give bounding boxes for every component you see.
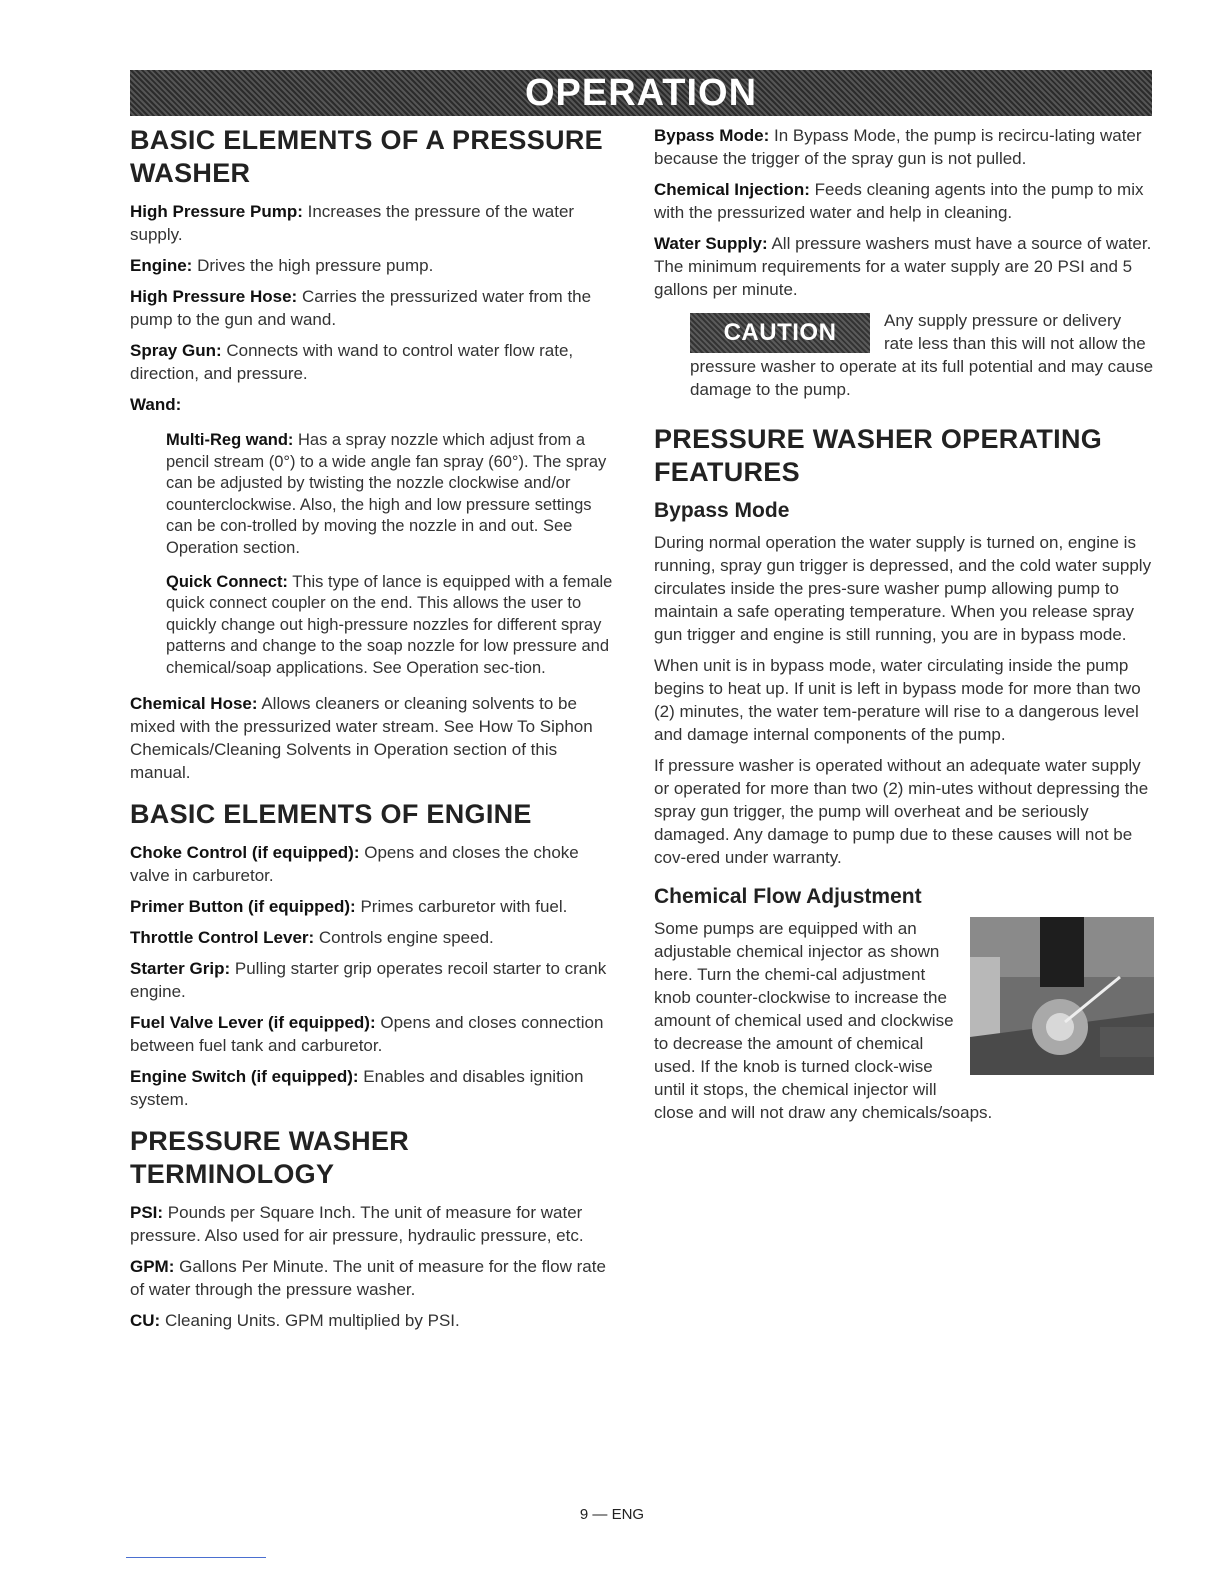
def-chemical-injection: Chemical Injection: Feeds cleaning agents into the pump to mix with the pressurized water and help in cleaning. [654,180,1144,222]
def-engine-switch: Engine Switch (if equipped): Enables and disables ignition system. [130,1066,584,1109]
footer-divider [126,1557,266,1558]
def-chemical-hose: Chemical Hose: Allows cleaners or cleaning solvents to be mixed with the pressurized water stream. See How To Siphon Chemicals/Cleaning Solvents in Operation section of this manual. [130,693,593,782]
bypass-paragraph-1: During normal operation the water supply is turned on, engine is running, spray gun trigger is depressed, and the cold water supply circulates inside the pres-sure washer pump allowing pump to maintain a safe operating temperature. When you release spray gun trigger and engine is still running, you are in bypass mode. [654,533,1152,644]
def-choke-control: Choke Control (if equipped): Opens and closes the choke valve in carburetor. [130,842,579,885]
def-bypass-mode: Bypass Mode: In Bypass Mode, the pump is recircu-lating water because the trigger of the spray gun is not pulled. [654,126,1142,168]
def-wand: Wand: [130,395,182,414]
chemical-flow-text: Some pumps are equipped with an adjustable chemical injector as shown here. Turn the chemi-cal adjustment knob counter-clockwise to increase the amount of chemical used and clockwise to decrease the amount of chemical used. If the knob is turned clock-wise until it stops, the chemical injector will close and will not draw any chemicals/soaps. [654,919,993,1122]
def-primer-button: Primer Button (if equipped): Primes carburetor with fuel. [130,896,568,916]
left-column [130,124,618,1340]
caution-text: Any supply pressure or delivery rate less than this will not allow the pressure washer to operate at its full potential and may cause damage to the pump. [690,311,1154,399]
def-fuel-valve-lever: Fuel Valve Lever (if equipped): Opens and closes connection between fuel tank and carburetor. [130,1012,604,1055]
right-column [654,124,1154,1132]
def-engine: Engine: Drives the high pressure pump. [130,256,434,275]
def-multi-reg-wand: Multi-Reg wand: Has a spray nozzle which adjust from a pencil stream (0°) to a wide angle fan spray (60°). The spray can be adjusted by twisting the nozzle clockwise and/or counterclockwise. Also, the high and low pressure settings can be con-trolled by moving the nozzle in and out. See Operation section. [166,431,607,557]
caution-badge: CAUTION [690,313,870,353]
caution-notice [690,309,1154,401]
def-cu: CU: Cleaning Units. GPM multiplied by PSI. [130,1310,460,1330]
def-gpm: GPM: Gallons Per Minute. The unit of measure for the flow rate of water through the pressure washer. [130,1256,606,1299]
def-quick-connect: Quick Connect: This type of lance is equipped with a female quick connect coupler on the end. This allows the user to quickly change out high-pressure nozzles for different spray patterns and change to the soap nozzle for low pressure and chemical/soap applications. See Operation sec-tion. [166,572,613,677]
page-number: 9 — ENG [579,1506,645,1523]
section-banner [130,70,1152,116]
def-high-pressure-pump: High Pressure Pump: Increases the pressure of the water supply. [130,202,575,244]
def-starter-grip: Starter Grip: Pulling starter grip operates recoil starter to crank engine. [130,958,607,1001]
def-high-pressure-hose: High Pressure Hose: Carries the pressurized water from the pump to the gun and wand. [130,287,592,329]
banner-title: OPERATION [524,71,758,114]
heading-basic-elements-washer: BASIC ELEMENTS OF A PRESSURE WASHER [130,125,603,188]
chemical-injector-photo [970,917,1154,1075]
def-psi: PSI: Pounds per Square Inch. The unit of measure for water pressure. Also used for air pressure, hydraulic pressure, etc. [130,1202,584,1245]
def-water-supply: Water Supply: All pressure washers must have a source of water. The minimum requirements for a water supply are 20 PSI and 5 gallons per minute. [654,234,1152,299]
heading-operating-features: PRESSURE WASHER OPERATING FEATURES [654,424,1103,487]
bypass-paragraph-3: If pressure washer is operated without an adequate water supply or operated for more than two (2) min-utes without depressing the spray gun trigger, the pump will overheat and be seriously damaged. Any damage to pump due to these causes will not be cov-ered under warranty. [654,756,1149,867]
bypass-paragraph-2: When unit is in bypass mode, water circulating inside the pump begins to heat up. If unit is left in bypass mode for more than two (2) minutes, the water tem-perature will rise to a dangerous level and damage internal components of the pump. [654,656,1141,744]
def-throttle-lever: Throttle Control Lever: Controls engine speed. [130,927,494,947]
def-spray-gun: Spray Gun: Connects with wand to control water flow rate, direction, and pressure. [130,341,574,383]
heading-terminology: PRESSURE WASHER TERMINOLOGY [130,1125,410,1189]
heading-chemical-flow: Chemical Flow Adjustment [654,885,922,908]
heading-bypass-mode: Bypass Mode [654,499,790,522]
heading-basic-elements-engine: BASIC ELEMENTS OF ENGINE [130,798,532,829]
